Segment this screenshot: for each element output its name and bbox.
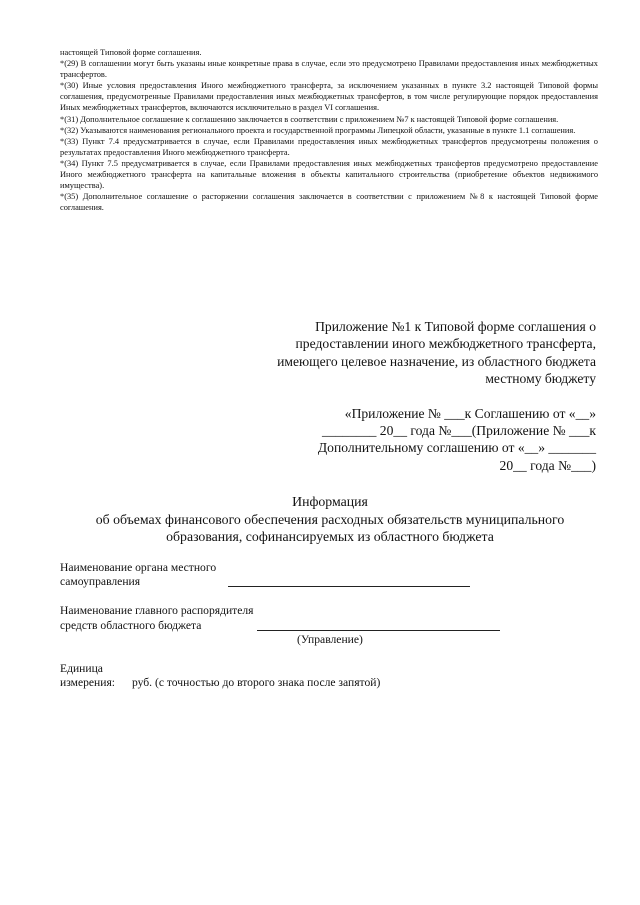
- unit-row-2: [60, 676, 600, 690]
- form-fields: [60, 561, 600, 691]
- footnote-32: *(32) Указываются наименования регионального проекта и государственной программы Липецкой области, указанные в пункте 1.1 соглашения.: [60, 125, 576, 135]
- organ-row-1: [60, 561, 600, 575]
- distributor-hint: (Управление): [297, 632, 363, 646]
- footnote-29: *(29) В соглашении могут быть указаны иные конкретные права в случае, если это предусмотрено Правилами предоставления иных межбюджетных трансфертов.: [60, 59, 598, 80]
- appendix-line: имеющего целевое назначение, из областного бюджета: [277, 353, 596, 369]
- distributor-label-cont: средств областного бюджета: [60, 618, 202, 632]
- organ-label: Наименование органа местного: [60, 561, 217, 574]
- reference-line: 20__ года №___): [499, 457, 596, 473]
- agreement-reference: [256, 405, 596, 474]
- distributor-label: Наименование главного распорядителя: [60, 604, 254, 618]
- appendix-line: Приложение №1 к Типовой форме соглашения о: [315, 319, 596, 334]
- footnote-33: *(33) Пункт 7.4 предусматривается в случае, если Правилами предоставления иных межбюджетных трансфертов предусмотрены положения о результатах предоставления Иного межбюджетного трансферта.: [60, 136, 598, 157]
- organ-name-field[interactable]: [228, 586, 470, 587]
- title-heading: Информация: [292, 494, 368, 509]
- document-title: [50, 493, 610, 546]
- footnote-34: *(34) Пункт 7.5 предусматривается в случае, если Правилами предоставления иных межбюджетных трансфертов предусмотрено предоставление Иного межбюджетного трансферта на капитальные вложения в объекты капитального строительства (приобретение объектов недвижимого имущества).: [60, 158, 598, 191]
- title-line-2: образования, софинансируемых из областного бюджета: [166, 529, 494, 545]
- distributor-row-2: [60, 619, 600, 633]
- title-line-1: об объемах финансового обеспечения расходных обязательств муниципального: [95, 511, 565, 527]
- appendix-line: местному бюджету: [485, 371, 596, 387]
- distributor-row-1: [60, 604, 600, 618]
- appendix-line: предоставлении иного межбюджетного трансферта,: [295, 336, 596, 352]
- spacer: [60, 590, 600, 604]
- appendix-header: [236, 318, 596, 388]
- unit-label: Единица: [60, 661, 103, 675]
- distributor-row-3: [60, 633, 600, 647]
- reference-line: «Приложение № ___к Соглашению от «__»: [344, 406, 596, 421]
- reference-line: Дополнительному соглашению от «__» _______: [317, 440, 596, 456]
- organ-row-2: [60, 575, 600, 589]
- footnotes: [60, 47, 598, 213]
- unit-label-cont: измерения:: [60, 676, 116, 690]
- unit-value: руб. (с точностью до второго знака после запятой): [132, 676, 381, 690]
- footnote-35: *(35) Дополнительное соглашение о расторжении соглашения заключается в соответствии с приложением №8 к настоящей Типовой форме соглашения.: [60, 192, 598, 213]
- unit-row-1: [60, 662, 600, 676]
- spacer: [60, 647, 600, 661]
- distributor-name-field[interactable]: [257, 630, 500, 631]
- footnote-30: *(30) Иные условия предоставления Иного межбюджетного трансферта, за исключением указанных в пункте 3.2 настоящей Типовой формы соглашения, предусмотренные Правилами предоставления иных межбюджетных трансфертов, в том числе регулирующие порядок предоставления Иных межбюджетных трансфертов, включаются исключительно в раздел VI соглашения.: [60, 81, 598, 113]
- organ-label-cont: самоуправления: [60, 575, 141, 589]
- reference-line: ________ 20__ года №___(Приложение № ___к: [322, 423, 596, 439]
- footnote-continuation: настоящей Типовой форме соглашения.: [60, 48, 202, 57]
- footnote-31: *(31) Дополнительное соглашение к соглашению заключается в соответствии с приложением №7 к настоящей Типовой форме соглашения.: [60, 114, 559, 124]
